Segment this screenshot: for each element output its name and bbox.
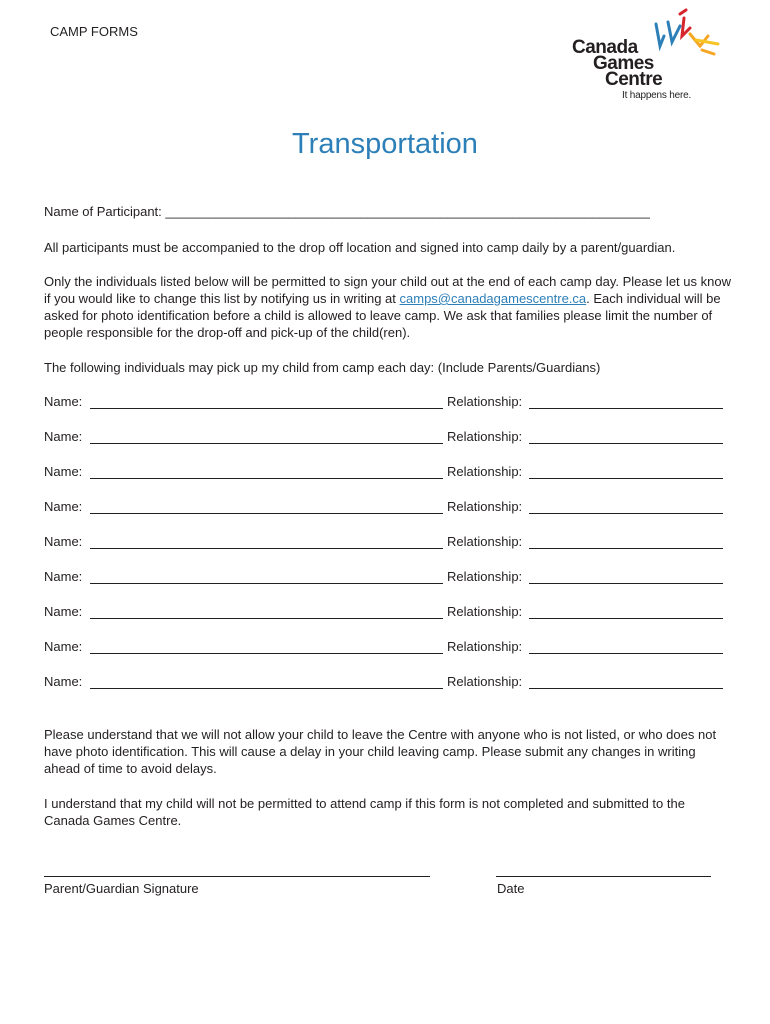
accompany-paragraph: All participants must be accompanied to the drop off location and signed into camp daily by a parent/guardian. <box>44 240 676 255</box>
relationship-label: Relationship: <box>447 604 523 619</box>
date-input-line[interactable] <box>496 876 711 877</box>
relationship-label: Relationship: <box>447 499 523 514</box>
name-label: Name: <box>44 639 83 654</box>
permitted-text-after: . Each individual will be asked for photo identification before a child is allowed to leave camp. We ask that families please limit the number of people responsible for the drop-off and pick-up of the child(ren). <box>44 291 721 340</box>
page-title: Transportation <box>292 128 478 160</box>
leave-notice-paragraph: Please understand that we will not allow your child to leave the Centre with anyone who is not listed, or who does not have photo identification. This will cause a delay in your child leaving camp. Please submit any changes in writing ahead of time to avoid delays. <box>44 727 717 776</box>
relationship-input-line[interactable] <box>529 478 723 479</box>
name-label: Name: <box>44 674 83 689</box>
logo-text-centre: Centre <box>605 69 663 90</box>
relationship-input-line[interactable] <box>529 653 723 654</box>
date-label: Date <box>497 881 525 896</box>
relationship-input-line[interactable] <box>529 443 723 444</box>
header-label: CAMP FORMS <box>50 24 138 39</box>
name-input-line[interactable] <box>90 653 443 654</box>
name-input-line[interactable] <box>90 618 443 619</box>
participant-name-field[interactable]: Name of Participant: ___________________________________________________________________ <box>44 204 650 219</box>
name-input-line[interactable] <box>90 688 443 689</box>
relationship-input-line[interactable] <box>529 583 723 584</box>
permitted-text-before: Only the individuals listed below will be permitted to sign your child out at the end of each camp day. Please let us know if you would like to change this list by notifying us in writing at <box>44 274 731 306</box>
name-label: Name: <box>44 569 83 584</box>
name-input-line[interactable] <box>90 583 443 584</box>
name-input-line[interactable] <box>90 513 443 514</box>
relationship-input-line[interactable] <box>529 688 723 689</box>
relationship-input-line[interactable] <box>529 513 723 514</box>
name-input-line[interactable] <box>90 443 443 444</box>
relationship-input-line[interactable] <box>529 548 723 549</box>
permitted-paragraph <box>44 273 734 341</box>
name-label: Name: <box>44 464 83 479</box>
relationship-label: Relationship: <box>447 534 523 549</box>
relationship-input-line[interactable] <box>529 618 723 619</box>
relationship-input-line[interactable] <box>529 408 723 409</box>
relationship-label: Relationship: <box>447 464 523 479</box>
name-input-line[interactable] <box>90 548 443 549</box>
relationship-label: Relationship: <box>447 674 523 689</box>
email-link[interactable]: camps@canadagamescentre.ca <box>399 291 587 306</box>
relationship-label: Relationship: <box>447 394 523 409</box>
canada-games-centre-logo <box>568 6 728 106</box>
name-label: Name: <box>44 534 83 549</box>
logo-text-games: Games <box>593 53 654 74</box>
name-label: Name: <box>44 499 83 514</box>
name-label: Name: <box>44 429 83 444</box>
signature-label: Parent/Guardian Signature <box>44 881 199 896</box>
logo-tagline: It happens here. <box>622 90 692 101</box>
name-label: Name: <box>44 394 83 409</box>
logo-text-canada: Canada <box>572 37 638 58</box>
relationship-label: Relationship: <box>447 429 523 444</box>
relationship-label: Relationship: <box>447 569 523 584</box>
name-input-line[interactable] <box>90 408 443 409</box>
relationship-label: Relationship: <box>447 639 523 654</box>
signature-input-line[interactable] <box>44 876 430 877</box>
name-label: Name: <box>44 604 83 619</box>
following-paragraph: The following individuals may pick up my child from camp each day: (Include Parents/Guardians) <box>44 360 601 375</box>
name-input-line[interactable] <box>90 478 443 479</box>
attend-notice-paragraph: I understand that my child will not be permitted to attend camp if this form is not completed and submitted to the Canada Games Centre. <box>44 796 685 828</box>
